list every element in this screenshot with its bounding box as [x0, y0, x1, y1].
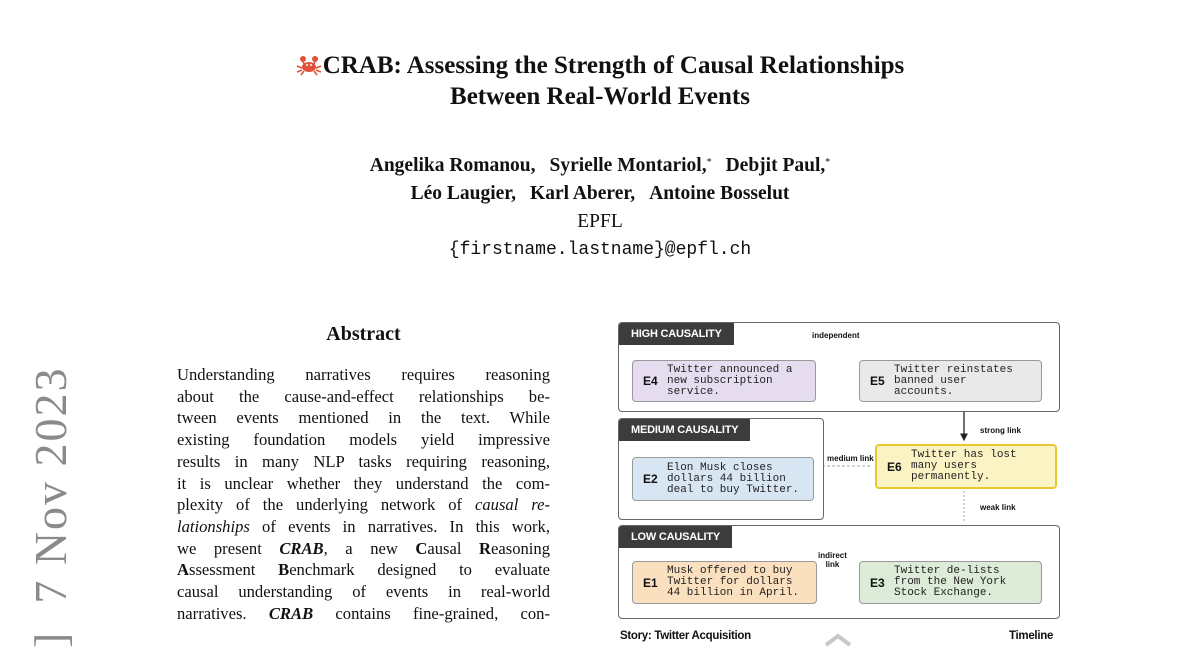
abstract-line: tween events mentioned in the text. While: [177, 408, 550, 428]
event-e1: [632, 561, 817, 604]
author-name: Antoine Bosselut: [649, 183, 790, 204]
independent-label: independent: [812, 331, 860, 340]
event-text: [667, 463, 799, 496]
indirect-link-label-line: link: [825, 560, 840, 569]
story-label: Story: Twitter Acquisition: [620, 630, 751, 642]
event-id: E1: [643, 575, 658, 590]
section-tag-low: LOW CAUSALITY: [619, 526, 732, 548]
abstract-line: about the cause-and-effect relationships be-: [177, 386, 550, 406]
affiliation: EPFL: [577, 211, 623, 232]
author-line-1: [0, 149, 1200, 180]
abstract-line: lationships of events in narratives. In this work,: [177, 516, 550, 536]
author-name: Angelika Romanou,: [369, 155, 536, 176]
abstract-body: [177, 364, 550, 624]
equal-contribution-mark: *: [825, 157, 831, 168]
event-id: E5: [870, 374, 885, 388]
event-text-line: permanently.: [911, 471, 991, 483]
author-name: Debjit Paul,: [725, 155, 826, 176]
event-text-line: service.: [667, 385, 720, 398]
event-id: E6: [887, 459, 902, 474]
event-text-line: Twitter for dollars: [667, 576, 793, 588]
event-text-line: accounts.: [894, 385, 954, 398]
event-text-line: deal to buy Twitter.: [667, 483, 800, 496]
medium-link-label: medium link: [827, 454, 874, 463]
event-id: E4: [643, 374, 658, 388]
event-text-line: dollars 44 billion: [667, 472, 786, 485]
indirect-link-label-line: indirect: [818, 551, 847, 560]
author-name: Léo Laugier,: [410, 183, 517, 204]
event-text-line: banned user: [894, 374, 967, 387]
event-e6: [875, 444, 1057, 489]
event-e2: [632, 457, 814, 501]
crab-icon: [296, 54, 322, 76]
title-line-2: Between Real-World Events: [450, 83, 750, 110]
event-text-line: from the New York: [894, 576, 1007, 588]
event-text: [894, 365, 1013, 398]
event-text-line: Elon Musk closes: [667, 461, 773, 474]
author-block: [0, 149, 1200, 264]
event-text: [667, 365, 792, 398]
event-text-line: many users: [911, 460, 978, 472]
event-text-line: 44 billion in April.: [667, 587, 800, 599]
abstract-line: Understanding narratives requires reasoning: [177, 365, 550, 384]
timeline-label: Timeline: [1009, 630, 1054, 642]
event-e5: [859, 360, 1042, 402]
timeline-chevron: [826, 636, 850, 645]
author-name: Syrielle Montariol,: [549, 155, 707, 176]
abstract-line: causal understanding of events in real-world: [177, 582, 550, 602]
abstract-line: results in many NLP tasks requiring reasoning,: [177, 451, 550, 471]
event-text-line: Stock Exchange.: [894, 587, 994, 599]
abstract-line: it is unclear whether they understand the com-: [177, 473, 550, 493]
event-text-line: Twitter announced a: [667, 363, 793, 376]
abstract-line: existing foundation models yield impressive: [177, 430, 550, 450]
event-text-line: Twitter de-lists: [894, 565, 1000, 577]
event-e3: [859, 561, 1042, 604]
weak-link-label: weak link: [980, 503, 1016, 512]
abstract-line: narratives. CRAB contains fine-grained, con-: [177, 603, 550, 623]
arxiv-bracket: ]: [25, 630, 76, 648]
equal-contribution-mark: *: [706, 157, 712, 168]
title-line-1: CRAB: Assessing the Strength of Causal Relationships: [322, 52, 905, 79]
event-text-line: Twitter reinstates: [894, 363, 1013, 376]
indirect-link-label: [818, 551, 847, 569]
causality-figure: [612, 318, 1062, 648]
event-id: E3: [870, 575, 885, 590]
author-line-2: [0, 180, 1200, 208]
event-text-line: new subscription: [667, 374, 773, 387]
arxiv-side-stamp: [25, 366, 76, 648]
event-text-line: Twitter has lost: [911, 449, 1017, 461]
strong-link-label: strong link: [980, 426, 1021, 435]
section-tag-medium: MEDIUM CAUSALITY: [619, 419, 750, 441]
abstract-line: Assessment Benchmark designed to evaluate: [177, 560, 550, 580]
abstract-heading: Abstract: [326, 323, 401, 345]
event-e4: [632, 360, 816, 402]
abstract-line: we present CRAB, a new Causal Reasoning: [177, 538, 550, 558]
email: {firstname.lastname}@epfl.ch: [448, 240, 752, 260]
event-text: [894, 566, 1006, 599]
event-text-line: Musk offered to buy: [667, 565, 793, 577]
event-text: [667, 566, 799, 599]
author-name: Karl Aberer,: [530, 183, 636, 204]
section-tag-high: HIGH CAUSALITY: [619, 323, 734, 345]
abstract-line: plexity of the underlying network of causal re-: [177, 495, 550, 515]
arxiv-date: 7 Nov 2023: [25, 366, 76, 604]
paper-title: [0, 50, 1200, 112]
event-id: E2: [643, 472, 658, 486]
event-text: [911, 450, 1017, 483]
